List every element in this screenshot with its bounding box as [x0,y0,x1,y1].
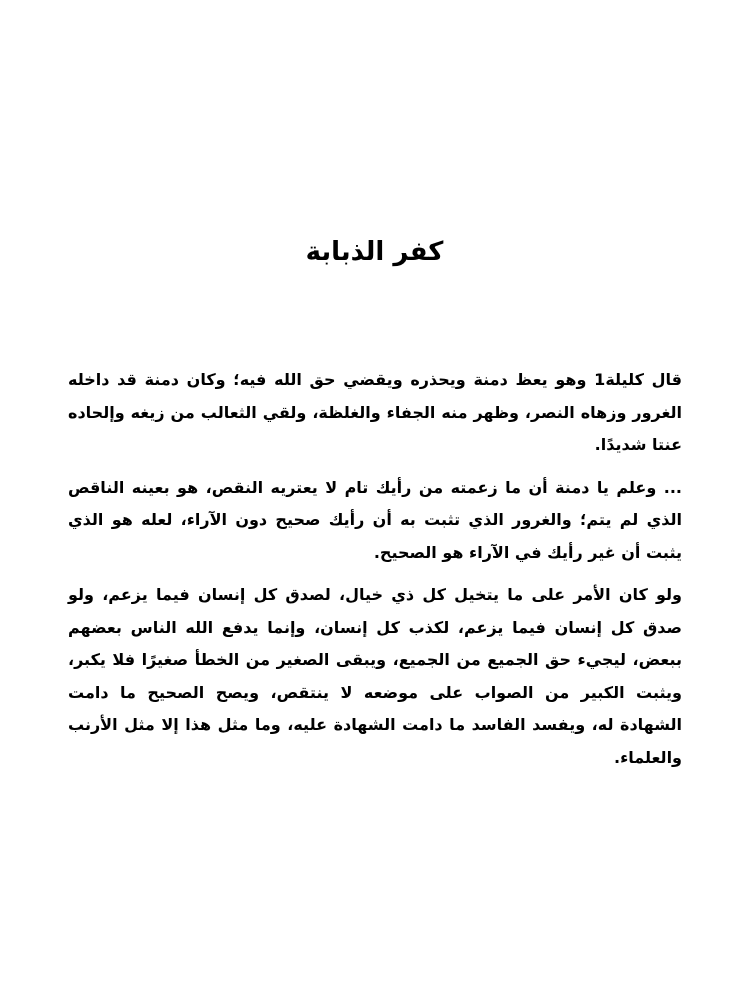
paragraph-1: قال كليلة1 وهو يعظ دمنة ويحذره ويقضي حق الله فيه؛ وكان دمنة قد داخله الغرور وزهاه النصر، وظهر منه الجفاء والغلظة، ولقي الثعالب من زيغه وإلحاده عنتا شديدًا. [68,370,682,454]
document-body [68,364,682,784]
paragraph-2: ... وعلم يا دمنة أن ما زعمته من رأيك تام لا يعتريه النقص، هو بعينه الناقص الذي لم يتم؛ والغرور الذي تثبت به أن رأيك صحيح دون الآراء، لعله هو الذي يثبت أن غير رأيك في الآراء هو الصحيح. [68,477,682,562]
paragraph-3: ولو كان الأمر على ما يتخيل كل ذي خيال، لصدق كل إنسان فيما يزعم، ولو صدق كل إنسان فيما يزعم، لكذب كل إنسان، وإنما يدفع الله الناس بعضهم ببعض، ليجيء حق الجميع من الجميع، ويبقى الصغير من الخطأ صغيرًا فلا يكبر، ويثبت الكبير من الصواب على موضعه لا ينتقص، ويصح الصحيح ما دامت الشهادة له، ويفسد الفاسد ما دامت الشهادة عليه، وما مثل هذا إلا مثل الأرنب والعلماء. [68,585,682,767]
page-title: كفر الذبابة [305,237,444,267]
